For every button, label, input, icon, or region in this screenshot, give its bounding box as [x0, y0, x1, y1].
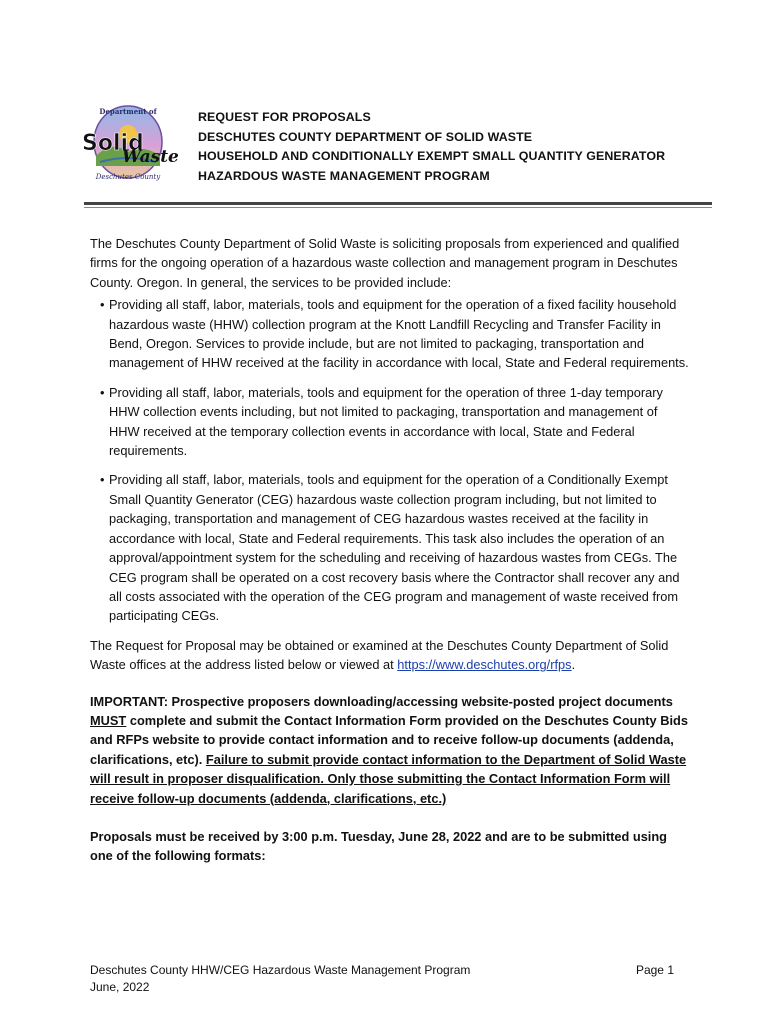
- document-header: [198, 108, 718, 186]
- header-divider-thick: [84, 202, 712, 205]
- svg-text:Waste: Waste: [122, 147, 178, 167]
- footer-date: June, 2022: [90, 980, 150, 994]
- list-item: [90, 295, 690, 373]
- important-text-1: IMPORTANT: Prospective proposers downloading/accessing website-posted project documents: [90, 693, 673, 709]
- intro-paragraph: The Deschutes County Department of Solid Waste is soliciting proposals from experienced and qualified firms for the ongoing operation of a hazardous waste collection and management program in Deschutes County. Oregon. In general, the services to be provided include:: [90, 236, 680, 290]
- page-footer: [90, 962, 674, 996]
- obtain-text: The Request for Proposal may be obtained or examined at the Deschutes County Department of Solid Waste offices at the address listed below or viewed at: [90, 637, 669, 673]
- list-item-text: Providing all staff, labor, materials, tools and equipment for the operation of a fixed facility household hazardous waste (HHW) collection program at the Knott Landfill Recycling and Transfer Facility in Bend, Oregon. Services to provide include, but are not limited to packaging, transportation and management of HHW received at the facility in accordance with local, State and Federal requirements.: [109, 297, 689, 371]
- deadline-paragraph: Proposals must be received by 3:00 p.m. Tuesday, June 28, 2022 and are to be submitted using one of the following formats:: [90, 828, 667, 864]
- header-divider-thin: [84, 207, 712, 208]
- svg-text:Department of: Department of: [99, 107, 157, 116]
- header-line-program-1: HOUSEHOLD AND CONDITIONALLY EXEMPT SMALL QUANTITY GENERATOR: [198, 149, 666, 163]
- footer-left: [90, 962, 470, 996]
- solid-waste-logo: [78, 100, 178, 184]
- list-item-text: Providing all staff, labor, materials, tools and equipment for the operation of a Conditionally Exempt Small Quantity Generator (CEG) hazardous waste collection program including, but not limited to packaging, transportation and management of CEG hazardous wastes received at the facility in accordance with local, State and Federal requirements. This task also includes the operation of an approval/appointment system for the scheduling and receiving of hazardous wastes from CEGs. The CEG program shall be operated on a cost recovery basis where the Contractor shall recover any and all costs associated with the operation of the CEG program and management of waste received from participating CEGs.: [109, 472, 680, 624]
- header-line-department: DESCHUTES COUNTY DEPARTMENT OF SOLID WASTE: [198, 129, 533, 144]
- document-body: [90, 234, 690, 866]
- footer-title: Deschutes County HHW/CEG Hazardous Waste Management Program: [90, 963, 471, 977]
- bullet-glyph: •: [100, 297, 105, 313]
- svg-text:Solid: Solid: [82, 131, 144, 156]
- header-line-program-2: HAZARDOUS WASTE MANAGEMENT PROGRAM: [198, 168, 490, 183]
- obtain-paragraph: [90, 636, 690, 675]
- bullet-glyph: •: [100, 384, 105, 400]
- page-number: Page 1: [635, 963, 674, 977]
- list-item: [90, 383, 690, 461]
- important-must: MUST: [90, 712, 127, 728]
- important-notice: [90, 692, 690, 808]
- services-list: [90, 295, 690, 626]
- important-warning: Failure to submit provide contact information to the Department of Solid Waste will result in proposer disqualification. Only those submitting the Contact Information Form will receive follow-up documents (addenda, clarifications, etc.): [90, 751, 687, 806]
- bullet-glyph: •: [100, 472, 105, 488]
- rfps-link[interactable]: https://www.deschutes.org/rfps: [397, 657, 572, 673]
- list-item: [90, 470, 690, 625]
- header-line-rfp: REQUEST FOR PROPOSALS: [198, 110, 371, 124]
- svg-text:Deschutes County: Deschutes County: [95, 173, 161, 181]
- obtain-end: .: [571, 657, 576, 673]
- important-text-2: complete and submit the Contact Information Form provided on the Deschutes County Bids and RFPs website to provide contact information and to receive follow-up documents (addenda, clarifications, etc).: [90, 712, 688, 767]
- list-item-text: Providing all staff, labor, materials, tools and equipment for the operation of three 1-day temporary HHW collection events including, but not limited to packaging, transportation and management of HHW received at the temporary collection events in accordance with local, State and Federal requirements.: [109, 384, 663, 459]
